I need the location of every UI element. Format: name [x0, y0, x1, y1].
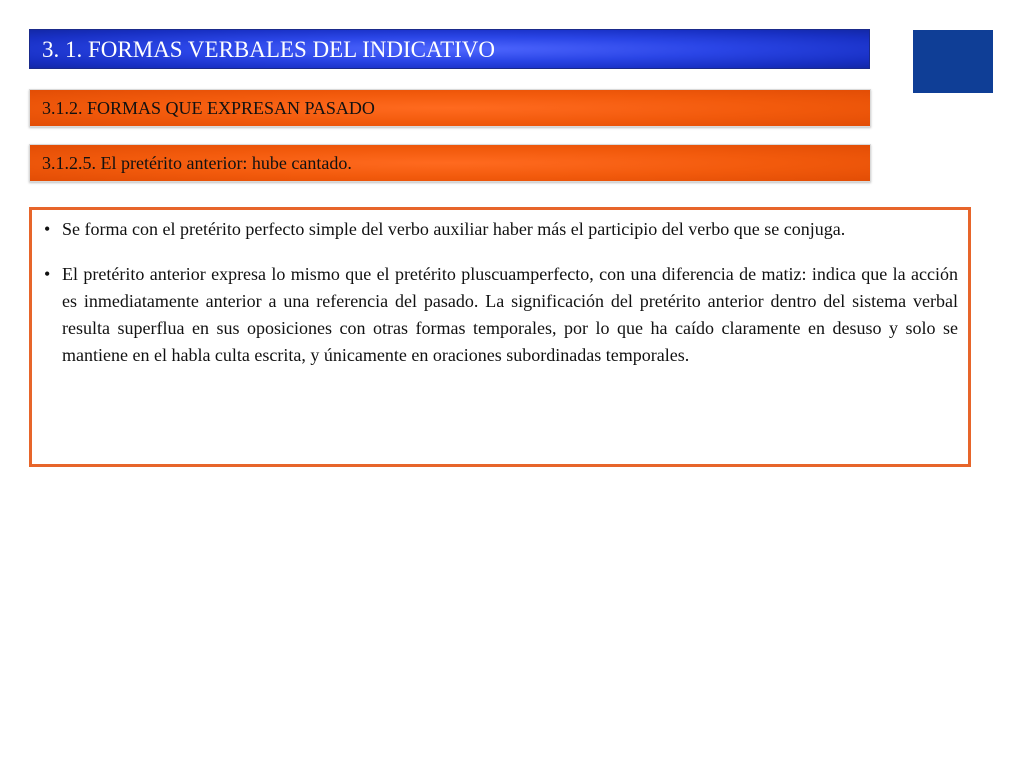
bullet-text: El pretérito anterior expresa lo mismo que el pretérito pluscuamperfecto, con una diferencia de matiz: indica que la acción es inmediatamente anterior a una referencia del pasado. La significación del pretérito anterior dentro del sistema verbal resulta superflua en sus oposiciones con otras formas temporales, por lo que ha caído claramente en desuso y solo se mantiene en el habla culta escrita, y únicamente en oraciones subordinadas temporales.	[62, 264, 958, 365]
slide-title: 3. 1. FORMAS VERBALES DEL INDICATIVO	[29, 29, 870, 69]
bullet-item	[44, 261, 958, 369]
bullet-dot-icon: •	[44, 264, 51, 284]
bullet-item	[44, 216, 958, 243]
section-heading: 3.1.2. FORMAS QUE EXPRESAN PASADO	[29, 89, 871, 127]
corner-decoration	[913, 30, 993, 93]
bullet-dot-icon: •	[44, 219, 51, 239]
subsection-heading: 3.1.2.5. El pretérito anterior: hube cantado.	[29, 144, 871, 182]
content-box	[29, 207, 971, 467]
bullet-text: Se forma con el pretérito perfecto simple del verbo auxiliar haber más el participio del verbo que se conjuga.	[62, 219, 846, 239]
